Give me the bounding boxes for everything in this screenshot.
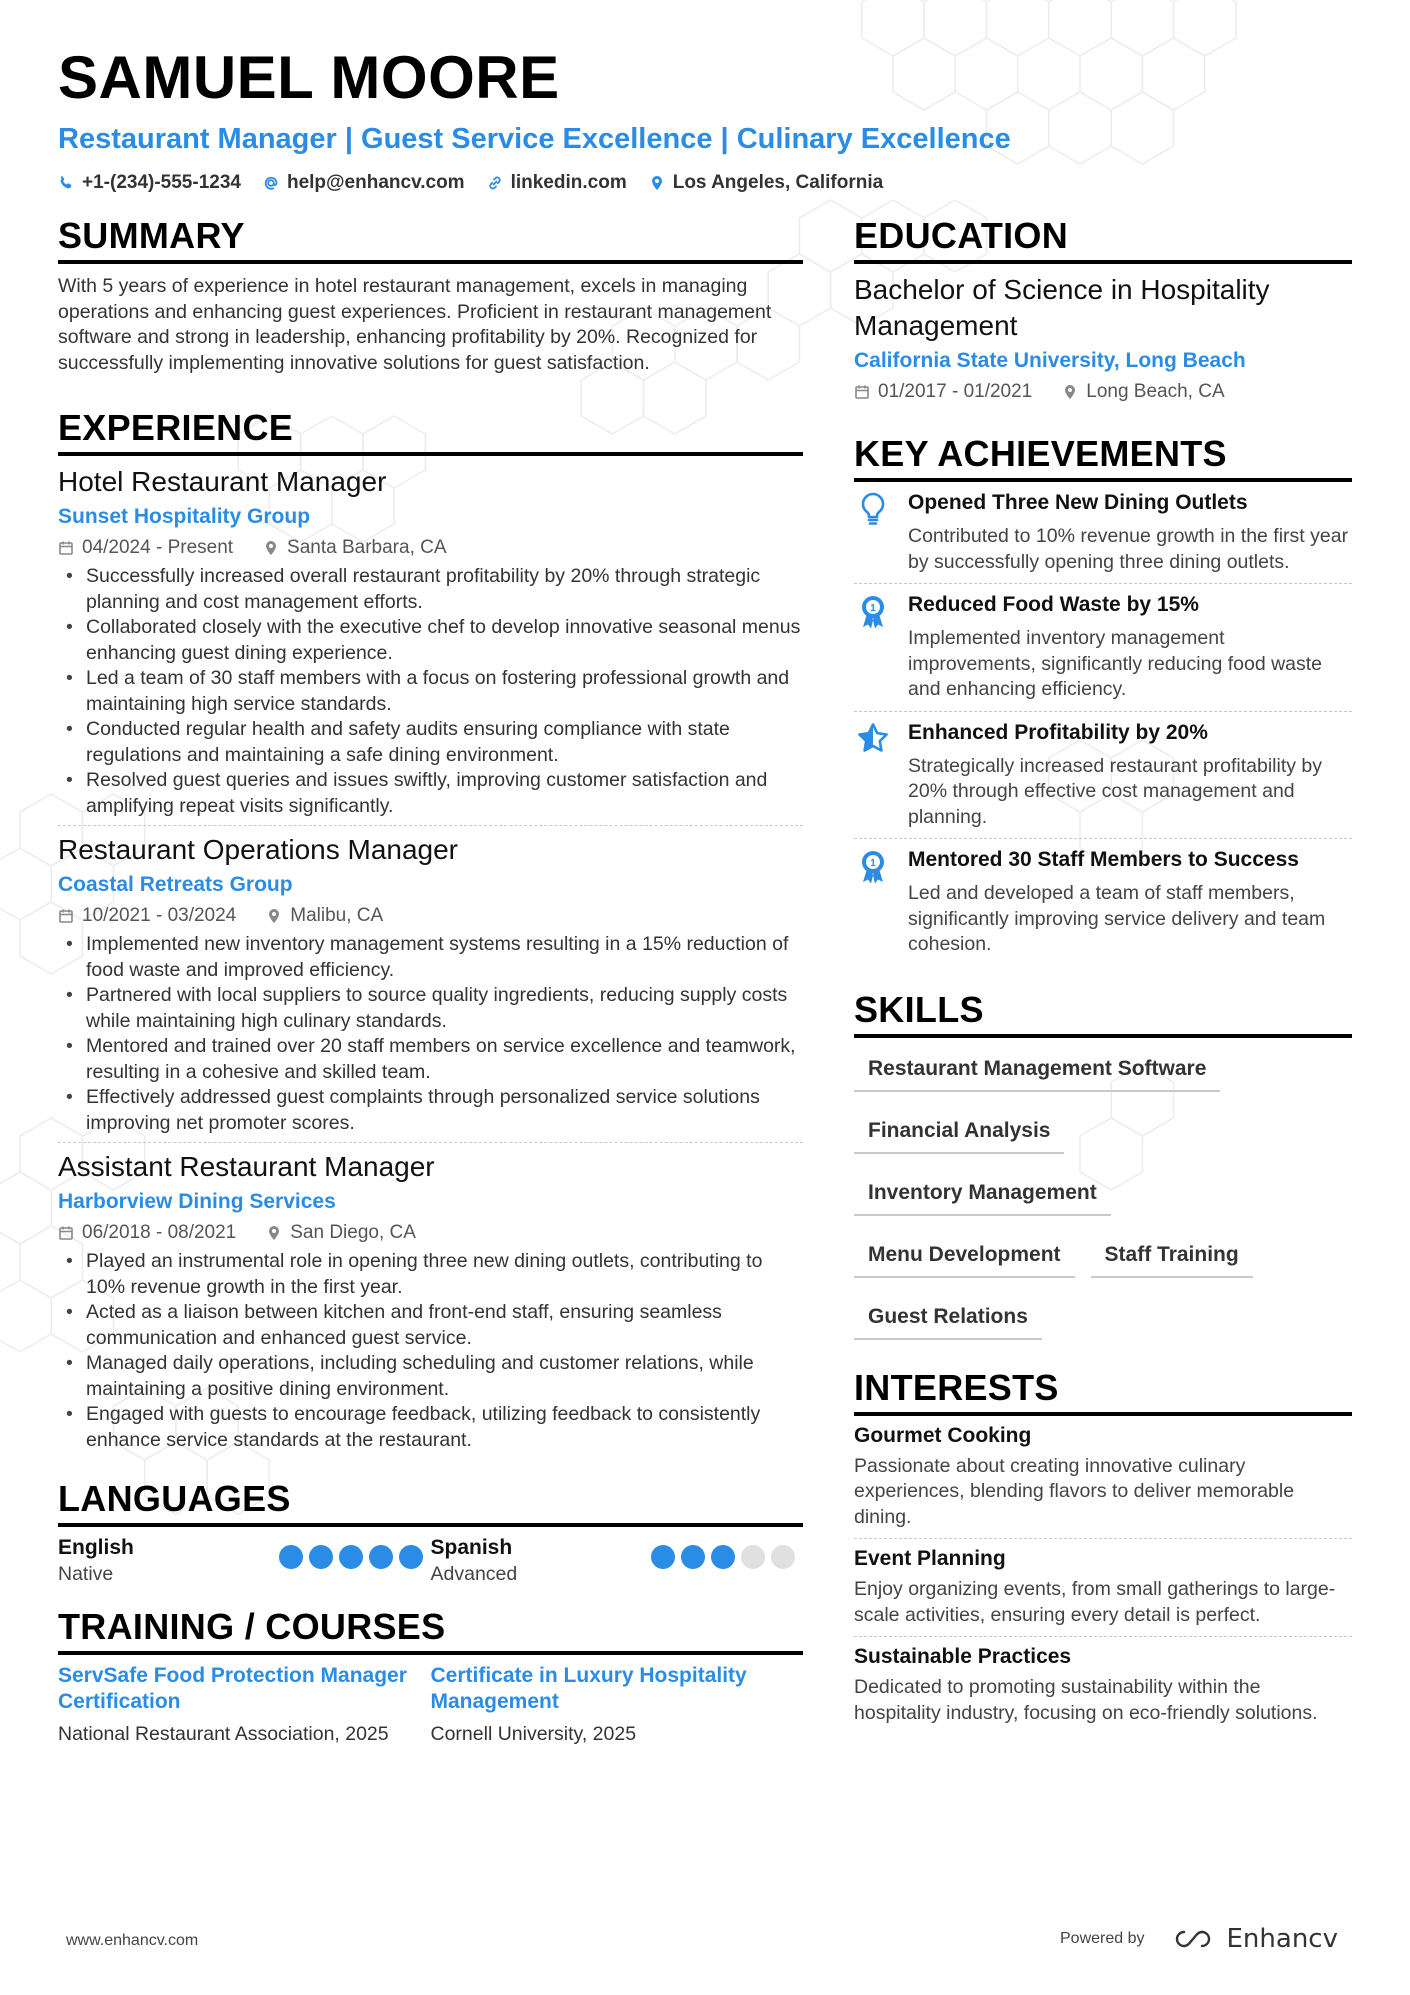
contact-email[interactable] bbox=[263, 170, 465, 196]
company-name: Coastal Retreats Group bbox=[58, 873, 293, 896]
contact-linkedin-text: linkedin.com bbox=[510, 172, 627, 193]
education-dates: 01/2017 - 01/2021 bbox=[878, 381, 1033, 402]
language-item bbox=[431, 1535, 804, 1587]
education-meta bbox=[854, 378, 1352, 406]
interest-title: Sustainable Practices bbox=[854, 1645, 1072, 1668]
rating-dot-empty bbox=[741, 1545, 765, 1569]
right-column bbox=[854, 214, 1352, 1734]
course-title: Certificate in Luxury Hospitality Management bbox=[430, 1664, 747, 1713]
contact-phone[interactable] bbox=[58, 170, 241, 196]
lightbulb-icon bbox=[859, 492, 887, 526]
contact-location-text: Los Angeles, California bbox=[672, 172, 884, 193]
location-pin-icon bbox=[266, 908, 282, 924]
star-icon bbox=[857, 722, 889, 754]
course-title: ServSafe Food Protection Manager Certification bbox=[58, 1664, 407, 1713]
company-name: Harborview Dining Services bbox=[58, 1190, 336, 1213]
job-title: Restaurant Operations Manager bbox=[58, 834, 458, 865]
job-meta bbox=[58, 1219, 803, 1247]
award-ribbon-icon bbox=[858, 849, 888, 885]
achievement-description: Contributed to 10% revenue growth in the first year by successfully opening three dining outlets. bbox=[908, 525, 1349, 573]
language-level: Native bbox=[58, 1563, 114, 1585]
job-bullet: • Resolved guest queries and issues swiftly, improving customer satisfaction and amplifying repeat visits significantly. bbox=[58, 768, 803, 819]
job-bullet: • Led a team of 30 staff members with a focus on fostering professional growth and maintaining high service standards. bbox=[58, 666, 803, 717]
achievement-title: Enhanced Profitability by 20% bbox=[908, 720, 1208, 744]
achievement-title: Reduced Food Waste by 15% bbox=[908, 593, 1199, 616]
interest-title: Gourmet Cooking bbox=[854, 1423, 1032, 1447]
achievement-title: Opened Three New Dining Outlets bbox=[908, 491, 1248, 514]
achievement-description: Strategically increased restaurant profitability by 20% through effective cost management and planning. bbox=[908, 754, 1323, 828]
job-bullets bbox=[58, 932, 803, 1136]
interest-item bbox=[854, 1637, 1352, 1734]
rating-dot-filled bbox=[651, 1545, 675, 1569]
education-heading: EDUCATION bbox=[854, 214, 1352, 264]
skill-tag: Guest Relations bbox=[854, 1298, 1042, 1340]
job-bullet: • Collaborated closely with the executive chef to develop innovative seasonal menus enhancing guest dining experience. bbox=[58, 615, 803, 666]
job-meta bbox=[58, 534, 803, 562]
interest-title: Event Planning bbox=[854, 1547, 1006, 1570]
language-name: Spanish bbox=[430, 1536, 513, 1559]
interests-section bbox=[854, 1366, 1352, 1735]
languages-section bbox=[58, 1477, 803, 1587]
location-pin-icon bbox=[1062, 384, 1078, 400]
contact-email-text: help@enhancv.com bbox=[286, 172, 465, 193]
achievement-title: Mentored 30 Staff Members to Success bbox=[908, 848, 1299, 871]
contact-location bbox=[649, 170, 883, 196]
job-dates: 10/2021 - 03/2024 bbox=[82, 905, 237, 926]
skill-tag: Financial Analysis bbox=[854, 1112, 1064, 1154]
interest-item bbox=[854, 1539, 1352, 1637]
job-dates: 06/2018 - 08/2021 bbox=[82, 1222, 237, 1243]
school-name: California State University, Long Beach bbox=[854, 349, 1246, 372]
language-rating bbox=[651, 1545, 795, 1587]
job-location: Malibu, CA bbox=[290, 905, 384, 926]
achievement-item bbox=[854, 482, 1352, 584]
rating-dot-empty bbox=[771, 1545, 795, 1569]
hexagon-shape bbox=[0, 848, 51, 920]
interest-description: Dedicated to promoting sustainability within the hospitality industry, focusing on eco-friendly solutions. bbox=[854, 1676, 1318, 1724]
candidate-tagline: Restaurant Manager | Guest Service Excellence | Culinary Excellence bbox=[58, 123, 1011, 155]
achievement-item bbox=[854, 584, 1352, 712]
interest-description: Passionate about creating innovative culinary experiences, blending flavors to deliver memorable dining. bbox=[854, 1454, 1295, 1528]
summary-text: With 5 years of experience in hotel restaurant management, excels in managing operations and enhancing guest experiences. Proficient in restaurant management software and strong in leadership, enhancing profitability by 20%. Recognized for successfully implementing innovative solutions for guest satisfaction. bbox=[58, 275, 772, 374]
rating-dot-filled bbox=[399, 1545, 423, 1569]
job-bullet: • Partnered with local suppliers to source quality ingredients, reducing supply costs while maintaining high culinary standards. bbox=[58, 983, 803, 1034]
at-icon bbox=[263, 175, 279, 191]
location-pin-icon bbox=[263, 540, 279, 556]
achievement-description: Led and developed a team of staff members, significantly improving service delivery and team cohesion. bbox=[908, 882, 1326, 955]
calendar-icon bbox=[58, 908, 74, 924]
education-location: Long Beach, CA bbox=[1086, 381, 1225, 402]
language-name: English bbox=[58, 1536, 134, 1559]
job-bullet: • Played an instrumental role in opening three new dining outlets, contributing to 10% revenue growth in the first year. bbox=[58, 1249, 803, 1300]
contact-bar bbox=[58, 170, 1358, 196]
achievements-section bbox=[854, 432, 1352, 966]
left-column bbox=[58, 214, 803, 1747]
language-rating bbox=[279, 1545, 423, 1587]
languages-heading: LANGUAGES bbox=[58, 1477, 803, 1527]
summary-heading: SUMMARY bbox=[58, 214, 803, 264]
experience-section bbox=[58, 406, 803, 1459]
location-pin-icon bbox=[266, 1225, 282, 1241]
achievements-heading: KEY ACHIEVEMENTS bbox=[854, 432, 1352, 482]
job-bullet: • Successfully increased overall restaurant profitability by 20% through strategic planning and cost management efforts. bbox=[58, 564, 803, 615]
job-location: Santa Barbara, CA bbox=[287, 537, 447, 558]
skill-tag: Restaurant Management Software bbox=[854, 1050, 1220, 1092]
enhancv-brand-name: Enhancv bbox=[1226, 1924, 1338, 1954]
training-heading: TRAINING / COURSES bbox=[58, 1605, 803, 1655]
job-bullet: • Acted as a liaison between kitchen and front-end staff, ensuring seamless communication and enhanced guest service. bbox=[58, 1300, 803, 1351]
achievement-description: Implemented inventory management improvements, significantly reducing food waste and enhancing efficiency. bbox=[908, 627, 1323, 700]
languages-list bbox=[58, 1535, 803, 1587]
achievement-item bbox=[854, 712, 1352, 840]
course-item bbox=[431, 1663, 804, 1747]
company-name: Sunset Hospitality Group bbox=[58, 505, 311, 528]
job-title: Hotel Restaurant Manager bbox=[58, 466, 387, 497]
achievement-item bbox=[854, 839, 1352, 966]
calendar-icon bbox=[58, 1225, 74, 1241]
interests-heading: INTERESTS bbox=[854, 1366, 1352, 1416]
course-provider: Cornell University, 2025 bbox=[430, 1723, 637, 1745]
skills-section bbox=[854, 988, 1352, 1340]
calendar-icon bbox=[58, 540, 74, 556]
courses-list bbox=[58, 1663, 803, 1747]
job-bullets bbox=[58, 1249, 803, 1453]
enhancv-logo-icon bbox=[1171, 1928, 1215, 1950]
interest-item bbox=[854, 1416, 1352, 1540]
contact-linkedin[interactable] bbox=[487, 170, 627, 196]
experience-item bbox=[58, 1143, 803, 1459]
job-bullet: • Engaged with guests to encourage feedback, utilizing feedback to consistently enhance service standards at the restaurant. bbox=[58, 1402, 803, 1453]
svg-text:1: 1 bbox=[870, 858, 876, 869]
resume-header bbox=[58, 42, 1358, 196]
award-ribbon-icon bbox=[858, 594, 888, 630]
interest-description: Enjoy organizing events, from small gatherings to large-scale activities, ensuring every detail is perfect. bbox=[854, 1578, 1336, 1626]
hexagon-shape bbox=[0, 1172, 51, 1244]
rating-dot-filled bbox=[279, 1545, 303, 1569]
job-bullet: • Mentored and trained over 20 staff members on service excellence and teamwork, resulting in a cohesive and skilled team. bbox=[58, 1034, 803, 1085]
svg-text:1: 1 bbox=[870, 603, 876, 614]
education-section bbox=[854, 214, 1352, 406]
experience-heading: EXPERIENCE bbox=[58, 406, 803, 456]
link-icon bbox=[487, 175, 503, 191]
job-dates: 04/2024 - Present bbox=[82, 537, 234, 558]
contact-phone-text: +1-(234)-555-1234 bbox=[82, 172, 241, 193]
phone-icon bbox=[58, 175, 74, 191]
summary-section bbox=[58, 214, 803, 376]
footer-website[interactable]: www.enhancv.com bbox=[66, 1932, 199, 1949]
experience-item bbox=[58, 456, 803, 826]
location-pin-icon bbox=[649, 175, 665, 191]
training-section bbox=[58, 1605, 803, 1747]
candidate-name: SAMUEL MOORE bbox=[58, 44, 560, 111]
rating-dot-filled bbox=[681, 1545, 705, 1569]
experience-item bbox=[58, 826, 803, 1143]
job-location: San Diego, CA bbox=[290, 1222, 416, 1243]
rating-dot-filled bbox=[309, 1545, 333, 1569]
job-bullet: • Implemented new inventory management systems resulting in a 15% reduction of food waste and improved efficiency. bbox=[58, 932, 803, 983]
skill-tag: Staff Training bbox=[1091, 1236, 1253, 1278]
course-provider: National Restaurant Association, 2025 bbox=[58, 1723, 389, 1745]
rating-dot-filled bbox=[711, 1545, 735, 1569]
job-title: Assistant Restaurant Manager bbox=[58, 1151, 435, 1182]
language-item bbox=[58, 1535, 431, 1587]
language-level: Advanced bbox=[430, 1563, 518, 1585]
rating-dot-filled bbox=[369, 1545, 393, 1569]
enhancv-logo[interactable] bbox=[1171, 1924, 1338, 1954]
powered-by-label: Powered by bbox=[1060, 1930, 1145, 1947]
skill-tag: Menu Development bbox=[854, 1236, 1075, 1278]
rating-dot-filled bbox=[339, 1545, 363, 1569]
skills-list bbox=[854, 1050, 1352, 1340]
calendar-icon bbox=[854, 384, 870, 400]
footer-branding bbox=[1060, 1924, 1338, 1954]
skills-heading: SKILLS bbox=[854, 988, 1352, 1038]
hexagon-shape bbox=[0, 1280, 51, 1352]
hexagon-shape bbox=[799, 200, 861, 272]
job-bullet: • Managed daily operations, including scheduling and customer relations, while maintaining a positive dining environment. bbox=[58, 1351, 803, 1402]
job-bullets bbox=[58, 564, 803, 819]
job-meta bbox=[58, 902, 803, 930]
degree-title: Bachelor of Science in Hospitality Management bbox=[854, 274, 1270, 341]
job-bullet: • Effectively addressed guest complaints through personalized service solutions improving net promoter scores. bbox=[58, 1085, 803, 1136]
course-item bbox=[58, 1663, 431, 1747]
skill-tag: Inventory Management bbox=[854, 1174, 1111, 1216]
job-bullet: • Conducted regular health and safety audits ensuring compliance with state regulations and maintaining a safe dining environment. bbox=[58, 717, 803, 768]
